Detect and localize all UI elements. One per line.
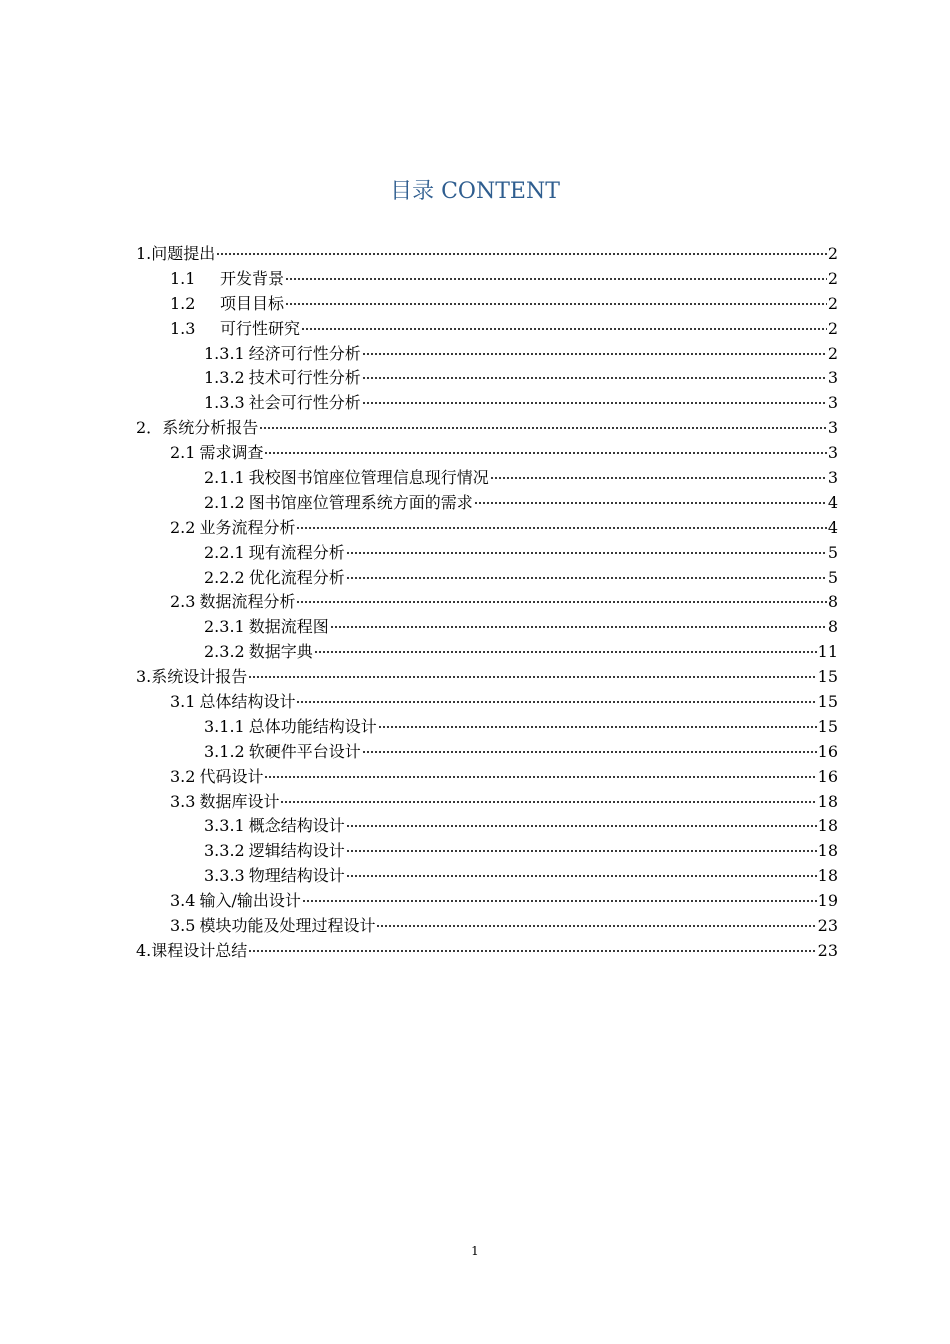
toc-entry-number: 3.5: [170, 916, 196, 936]
toc-entry-number: 3.1.2: [204, 741, 245, 761]
toc-entry-number: 3.2: [170, 766, 196, 786]
toc-dot-leader: [490, 476, 827, 480]
toc-entry-page: 18: [817, 866, 838, 886]
toc-entry-number: 3.1.1: [204, 716, 245, 736]
toc-entry[interactable]: [136, 939, 838, 964]
toc-entry[interactable]: [136, 292, 838, 317]
toc-entry[interactable]: [136, 491, 838, 516]
toc-entry[interactable]: [136, 516, 838, 541]
toc-entry-title: 数据流程图: [248, 617, 329, 637]
toc-entry-number: 3.: [136, 667, 152, 687]
toc-entry-title: 数据库设计: [199, 791, 280, 811]
toc-entry-page: 18: [817, 816, 838, 836]
toc-entry-page: 5: [827, 567, 838, 587]
toc-entry-title: 技术可行性分析: [248, 368, 361, 388]
toc-entry[interactable]: [136, 814, 838, 839]
toc-dot-leader: [346, 849, 817, 853]
toc-entry-number: 2.1.2: [204, 492, 245, 512]
toc-entry[interactable]: [136, 640, 838, 665]
toc-entry-number: 2．: [136, 418, 163, 438]
toc-dot-leader: [248, 949, 816, 953]
toc-entry[interactable]: [136, 715, 838, 740]
toc-entry-title: 总体功能结构设计: [248, 716, 377, 736]
toc-entry-number: 2.2.1: [204, 542, 245, 562]
toc-dot-leader: [280, 800, 816, 804]
toc-entry-number: 2.2: [170, 517, 196, 537]
toc-entry-page: 3: [827, 368, 838, 388]
toc-entry[interactable]: [136, 765, 838, 790]
toc-entry-page: 8: [827, 592, 838, 612]
toc-entry-page: 16: [817, 741, 838, 761]
toc-entry-page: 8: [827, 617, 838, 637]
toc-dot-leader: [301, 327, 827, 331]
toc-entry-page: 19: [817, 891, 838, 911]
toc-entry-number: 2.2.2: [204, 567, 245, 587]
toc-entry-title: 我校图书馆座位管理信息现行情况: [248, 468, 489, 488]
toc-entry-title: 问题提出: [151, 244, 216, 263]
toc-entry[interactable]: [136, 466, 838, 491]
toc-entry-number: 1.3.2: [204, 368, 245, 388]
toc-entry-number: 2.1.1: [204, 468, 245, 488]
toc-entry-title: 总体结构设计: [199, 692, 296, 712]
toc-entry[interactable]: [136, 317, 838, 342]
toc-entry-title: 数据流程分析: [199, 592, 296, 612]
toc-entry-title: 逻辑结构设计: [248, 841, 345, 861]
toc-entry-page: 3: [827, 443, 838, 463]
toc-entry-page: 18: [817, 841, 838, 861]
toc-dot-leader: [474, 501, 827, 505]
toc-dot-leader: [378, 725, 817, 729]
toc-entry-number: 3.1: [170, 692, 196, 712]
toc-dot-leader: [346, 551, 827, 555]
toc-entry-number: 3.3.1: [204, 816, 245, 836]
toc-dot-leader: [362, 376, 827, 380]
toc-dot-leader: [285, 277, 827, 281]
toc-entry-number: 1.3: [170, 318, 196, 338]
toc-entry-title: 项目目标: [220, 293, 285, 313]
toc-entry-page: 15: [817, 716, 838, 736]
toc-entry-number: 4.: [136, 940, 152, 960]
toc-entry-number: 3.3: [170, 791, 196, 811]
toc-entry-number: 1.2: [170, 293, 196, 313]
toc-entry-title: 需求调查: [199, 443, 264, 463]
toc-entry[interactable]: [136, 914, 838, 939]
toc-entry-page: 3: [827, 393, 838, 413]
toc-entry-page: 18: [817, 791, 838, 811]
toc-entry-page: 3: [827, 418, 838, 438]
toc-entry-page: 15: [817, 692, 838, 712]
toc-entry-title: 系统分析报告: [162, 418, 259, 438]
toc-entry[interactable]: [136, 416, 838, 441]
toc-dot-leader: [216, 252, 827, 256]
toc-entry[interactable]: [136, 665, 838, 690]
toc-dot-leader: [362, 401, 827, 405]
toc-entry-page: 5: [827, 542, 838, 562]
toc-entry-title: 软硬件平台设计: [248, 741, 361, 761]
toc-entry[interactable]: [136, 391, 838, 416]
toc-entry-number: 3.3.2: [204, 841, 245, 861]
toc-entry-number: 2.1: [170, 443, 196, 463]
toc-dot-leader: [362, 352, 827, 356]
toc-entry-title: 现有流程分析: [248, 542, 345, 562]
toc-dot-leader: [330, 625, 827, 629]
toc-entry-page: 2: [827, 343, 838, 363]
toc-entry-page: 23: [817, 940, 838, 960]
toc-entry[interactable]: [136, 690, 838, 715]
toc-entry-number: 1.1: [170, 268, 196, 288]
toc-dot-leader: [259, 426, 827, 430]
footer-page-number: 1: [471, 1244, 479, 1258]
toc-entry-title: 社会可行性分析: [248, 393, 361, 413]
toc-dot-leader: [314, 650, 817, 654]
toc-entry-number: 2.3: [170, 592, 196, 612]
toc-entry[interactable]: [136, 342, 838, 367]
toc-dot-leader: [285, 302, 827, 306]
toc-entry[interactable]: [136, 267, 838, 292]
toc-entry[interactable]: [136, 790, 838, 815]
toc-entry[interactable]: [136, 366, 838, 391]
toc-entry-number: 3.3.3: [204, 866, 245, 886]
toc-entry-title: 数据字典: [248, 642, 313, 662]
toc-entry-page: 2: [827, 293, 838, 313]
toc-entry-title: 图书馆座位管理系统方面的需求: [248, 492, 473, 512]
toc-entry-page: 2: [827, 318, 838, 338]
toc-entry-title: 模块功能及处理过程设计: [199, 916, 376, 936]
toc-entry-number: 2.3.1: [204, 617, 245, 637]
toc-dot-leader: [302, 899, 817, 903]
toc-entry-number: 3.4: [170, 891, 196, 911]
toc-entry[interactable]: [136, 740, 838, 765]
toc-entry-page: 3: [827, 468, 838, 488]
toc-entry[interactable]: [136, 864, 838, 889]
toc-entry-page: 23: [817, 916, 838, 936]
toc-entry-title: 概念结构设计: [248, 816, 345, 836]
toc-dot-leader: [296, 526, 826, 530]
toc-entry-page: 2: [827, 244, 838, 263]
toc-entry-page: 16: [817, 766, 838, 786]
toc-entry-title: 业务流程分析: [199, 517, 296, 537]
toc-entry-number: 1.3.3: [204, 393, 245, 413]
toc-entry[interactable]: [136, 615, 838, 640]
toc-dot-leader: [346, 576, 827, 580]
toc-entry-title: 物理结构设计: [248, 866, 345, 886]
toc-entry-page: 11: [817, 642, 838, 662]
toc-entry-page: 4: [827, 517, 838, 537]
toc-entry-title: 可行性研究: [220, 318, 301, 338]
page-title: 目录 CONTENT: [390, 179, 560, 204]
toc-dot-leader: [248, 675, 816, 679]
toc-entry[interactable]: [136, 889, 838, 914]
toc-entry[interactable]: [136, 566, 838, 591]
toc-dot-leader: [362, 750, 817, 754]
toc-entry-title: 系统设计报告: [151, 667, 248, 687]
toc-entry-page: 2: [827, 268, 838, 288]
toc-entry[interactable]: [136, 541, 838, 566]
toc-dot-leader: [346, 824, 817, 828]
toc-entry-page: 4: [827, 492, 838, 512]
toc-entry[interactable]: [136, 242, 838, 267]
toc-entry-number: 1.3.1: [204, 343, 245, 363]
toc-entry-title: 输入/输出设计: [199, 891, 301, 911]
toc-entry-number: 2.3.2: [204, 642, 245, 662]
toc-dot-leader: [346, 874, 817, 878]
toc-entry[interactable]: [136, 590, 838, 615]
toc-entry-page: 15: [817, 667, 838, 687]
toc-entry-title: 课程设计总结: [151, 940, 248, 960]
toc-dot-leader: [264, 775, 816, 779]
toc-entry-title: 经济可行性分析: [248, 343, 361, 363]
toc-entry[interactable]: [136, 441, 838, 466]
toc-dot-leader: [296, 600, 826, 604]
toc-entry-title: 代码设计: [199, 766, 264, 786]
table-of-contents: [136, 242, 838, 964]
toc-dot-leader: [296, 700, 816, 704]
toc-entry-number: 1.: [136, 244, 152, 263]
toc-entry-title: 开发背景: [220, 268, 285, 288]
toc-dot-leader: [376, 924, 816, 928]
toc-dot-leader: [264, 451, 826, 455]
toc-entry[interactable]: [136, 839, 838, 864]
toc-entry-title: 优化流程分析: [248, 567, 345, 587]
